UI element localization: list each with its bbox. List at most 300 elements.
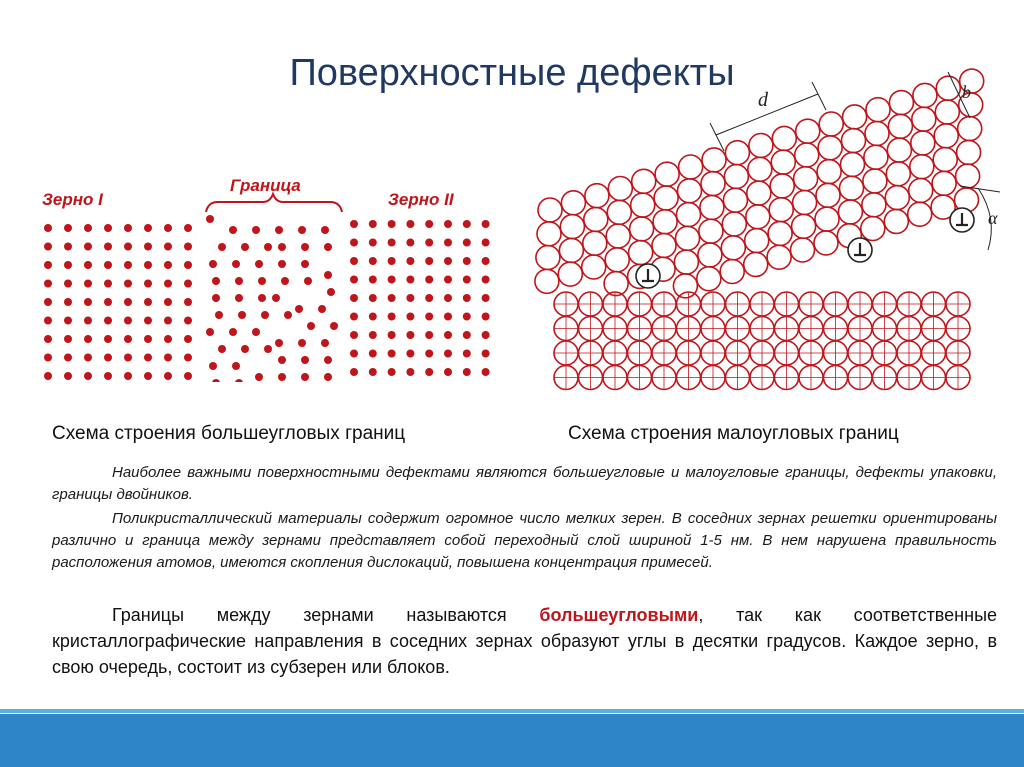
atom-dot bbox=[104, 354, 112, 362]
atom-dot bbox=[298, 226, 306, 234]
atom-dot bbox=[463, 313, 471, 321]
atom-dot bbox=[124, 354, 132, 362]
lattice-circle bbox=[653, 210, 677, 234]
atom-dot bbox=[164, 243, 172, 251]
atom-dot bbox=[444, 331, 452, 339]
atom-dot bbox=[463, 276, 471, 284]
atom-dot bbox=[264, 243, 272, 251]
paragraph-1-text: Наиболее важными поверхностными дефектами являются большеугловые и малоугловые границы, дефекты упаковки, границы двойников. bbox=[52, 464, 997, 503]
atom-dot bbox=[84, 224, 92, 232]
atom-dot bbox=[425, 313, 433, 321]
atom-dot bbox=[298, 339, 306, 347]
atom-dot bbox=[444, 350, 452, 358]
atom-dot bbox=[84, 335, 92, 343]
lattice-circle bbox=[583, 231, 607, 255]
lattice-circle bbox=[676, 226, 700, 250]
lattice-circle bbox=[744, 252, 768, 276]
atom-dot bbox=[425, 331, 433, 339]
lattice-circle bbox=[886, 162, 910, 186]
atom-dot bbox=[144, 298, 152, 306]
lattice-circle bbox=[842, 129, 866, 153]
lattice-circle bbox=[866, 98, 890, 122]
atom-dot bbox=[350, 368, 358, 376]
lattice-circle bbox=[606, 224, 630, 248]
lattice-circle bbox=[819, 112, 843, 136]
atom-dot bbox=[406, 350, 414, 358]
lattice-circle bbox=[558, 262, 582, 286]
atom-dot bbox=[218, 345, 226, 353]
atom-dot bbox=[324, 243, 332, 251]
atom-dot bbox=[164, 261, 172, 269]
atom-dot bbox=[44, 298, 52, 306]
atom-dot bbox=[425, 220, 433, 228]
atom-dot bbox=[388, 220, 396, 228]
atom-dot bbox=[255, 373, 263, 381]
atom-dot bbox=[425, 257, 433, 265]
atom-dot bbox=[144, 372, 152, 380]
atom-dot bbox=[44, 280, 52, 288]
atom-dot bbox=[321, 339, 329, 347]
lattice-circle bbox=[796, 119, 820, 143]
atom-dot bbox=[164, 224, 172, 232]
lattice-circle bbox=[582, 255, 606, 279]
atom-dot bbox=[369, 331, 377, 339]
atom-dot bbox=[327, 288, 335, 296]
lattice-circle bbox=[748, 157, 772, 181]
atom-dot bbox=[350, 257, 358, 265]
atom-dot bbox=[144, 243, 152, 251]
atom-dot bbox=[275, 226, 283, 234]
atom-dot bbox=[144, 354, 152, 362]
atom-dot bbox=[252, 226, 260, 234]
lattice-circle bbox=[818, 136, 842, 160]
atom-dot bbox=[215, 311, 223, 319]
atom-dot bbox=[369, 220, 377, 228]
lattice-circle bbox=[698, 243, 722, 267]
lattice-circle bbox=[816, 183, 840, 207]
lattice-circle bbox=[536, 246, 560, 270]
lattice-circle bbox=[815, 207, 839, 231]
atom-dot bbox=[164, 372, 172, 380]
lattice-circle bbox=[725, 141, 749, 165]
lattice-circle bbox=[793, 191, 817, 215]
lattice-circle bbox=[888, 114, 912, 138]
atom-dot bbox=[184, 372, 192, 380]
atom-dot bbox=[104, 280, 112, 288]
atom-dot bbox=[255, 260, 263, 268]
low-angle-boundary-figure bbox=[530, 68, 1010, 400]
lattice-circle bbox=[910, 155, 934, 179]
atom-dot bbox=[406, 331, 414, 339]
atom-dot bbox=[124, 243, 132, 251]
atom-dot bbox=[278, 373, 286, 381]
lattice-circle bbox=[538, 198, 562, 222]
atom-dot bbox=[229, 328, 237, 336]
atom-dot bbox=[444, 239, 452, 247]
label-d: d bbox=[758, 89, 768, 111]
lattice-circle bbox=[654, 186, 678, 210]
atom-dot bbox=[124, 261, 132, 269]
atom-dot bbox=[388, 294, 396, 302]
lattice-circle bbox=[679, 155, 703, 179]
atom-dot bbox=[425, 276, 433, 284]
lattice-circle bbox=[884, 209, 908, 233]
atom-dot bbox=[229, 226, 237, 234]
lattice-circle bbox=[700, 195, 724, 219]
lattice-circle bbox=[909, 179, 933, 203]
atom-dot bbox=[64, 298, 72, 306]
lattice-circle bbox=[958, 117, 982, 141]
atom-dot bbox=[144, 261, 152, 269]
lattice-circle bbox=[936, 76, 960, 100]
atom-dot bbox=[275, 339, 283, 347]
lattice-circle bbox=[795, 143, 819, 167]
atom-dot bbox=[44, 261, 52, 269]
lattice-circle bbox=[631, 193, 655, 217]
atom-dot bbox=[463, 294, 471, 302]
atom-dot bbox=[238, 311, 246, 319]
boundary-label: Граница bbox=[230, 176, 301, 195]
atom-dot bbox=[304, 277, 312, 285]
lattice-circle bbox=[560, 215, 584, 239]
atom-dot bbox=[369, 350, 377, 358]
atom-dot bbox=[124, 280, 132, 288]
atom-dot bbox=[84, 280, 92, 288]
atom-dot bbox=[241, 345, 249, 353]
lattice-circle bbox=[585, 184, 609, 208]
atom-dot bbox=[209, 260, 217, 268]
atom-dot bbox=[425, 368, 433, 376]
atom-dot bbox=[184, 354, 192, 362]
atom-dot bbox=[301, 373, 309, 381]
lattice-circle bbox=[632, 169, 656, 193]
lattice-circle bbox=[838, 200, 862, 224]
atom-dot bbox=[212, 379, 220, 382]
atom-dot bbox=[318, 305, 326, 313]
atom-dot bbox=[104, 224, 112, 232]
atom-dot bbox=[104, 298, 112, 306]
footer-accent-line bbox=[0, 709, 1024, 713]
lattice-circle bbox=[864, 145, 888, 169]
lattice-circle bbox=[629, 241, 653, 265]
lattice-circle bbox=[771, 150, 795, 174]
lattice-circle bbox=[865, 122, 889, 146]
atom-dot bbox=[482, 294, 490, 302]
atom-dot bbox=[463, 239, 471, 247]
atom-dot bbox=[463, 257, 471, 265]
atom-dot bbox=[84, 317, 92, 325]
atom-dot bbox=[212, 294, 220, 302]
lattice-circle bbox=[674, 250, 698, 274]
paragraph-3-start: Границы между зернами называются bbox=[112, 605, 540, 625]
atom-dot bbox=[44, 354, 52, 362]
lattice-circle bbox=[908, 202, 932, 226]
lattice-circle bbox=[843, 105, 867, 129]
lattice-circle bbox=[535, 269, 559, 293]
atom-dot bbox=[252, 328, 260, 336]
atom-dot bbox=[463, 350, 471, 358]
atom-dot bbox=[164, 354, 172, 362]
lattice-circle bbox=[934, 124, 958, 148]
atom-dot bbox=[284, 311, 292, 319]
atom-dot bbox=[235, 294, 243, 302]
atom-dot bbox=[84, 372, 92, 380]
atom-dot bbox=[184, 261, 192, 269]
paragraph-3-highlight: большеугловыми bbox=[539, 605, 699, 625]
atom-dot bbox=[406, 276, 414, 284]
atom-dot bbox=[64, 372, 72, 380]
lattice-circle bbox=[722, 212, 746, 236]
atom-dot bbox=[301, 260, 309, 268]
atom-dot bbox=[444, 368, 452, 376]
lattice-circle bbox=[840, 176, 864, 200]
lattice-circle bbox=[745, 229, 769, 253]
atom-dot bbox=[444, 220, 452, 228]
atom-dot bbox=[164, 298, 172, 306]
atom-dot bbox=[388, 368, 396, 376]
atom-dot bbox=[463, 331, 471, 339]
atom-dot bbox=[369, 257, 377, 265]
lattice-circle bbox=[932, 171, 956, 195]
atom-dot bbox=[64, 354, 72, 362]
lattice-circle bbox=[559, 238, 583, 262]
lattice-circle bbox=[678, 179, 702, 203]
atom-dot bbox=[301, 356, 309, 364]
lattice-circle bbox=[913, 83, 937, 107]
lattice-circle bbox=[957, 140, 981, 164]
atom-dot bbox=[232, 260, 240, 268]
atom-dot bbox=[425, 294, 433, 302]
atom-dot bbox=[350, 313, 358, 321]
grain-2-label: Зерно II bbox=[388, 190, 454, 209]
atom-dot bbox=[218, 243, 226, 251]
atom-dot bbox=[350, 294, 358, 302]
atom-dot bbox=[482, 239, 490, 247]
lattice-circle bbox=[814, 231, 838, 255]
lattice-circle bbox=[652, 234, 676, 258]
atom-dot bbox=[164, 317, 172, 325]
atom-dot bbox=[124, 335, 132, 343]
lattice-circle bbox=[655, 162, 679, 186]
atom-dot bbox=[406, 313, 414, 321]
atom-dot bbox=[44, 372, 52, 380]
caption-right: Схема строения малоугловых границ bbox=[568, 423, 899, 444]
atom-dot bbox=[406, 257, 414, 265]
atom-dot bbox=[64, 317, 72, 325]
atom-dot bbox=[206, 215, 214, 223]
atom-dot bbox=[463, 368, 471, 376]
atom-dot bbox=[64, 261, 72, 269]
atom-dot bbox=[104, 261, 112, 269]
lattice-circle bbox=[537, 222, 561, 246]
atom-dot bbox=[261, 311, 269, 319]
atom-dot bbox=[388, 350, 396, 358]
atom-dot bbox=[307, 322, 315, 330]
atom-dot bbox=[272, 294, 280, 302]
lattice-circle bbox=[701, 172, 725, 196]
lattice-circle bbox=[768, 221, 792, 245]
lattice-circle bbox=[935, 100, 959, 124]
atom-dot bbox=[482, 331, 490, 339]
atom-dot bbox=[425, 350, 433, 358]
atom-dot bbox=[258, 294, 266, 302]
lattice-circle bbox=[889, 91, 913, 115]
atom-dot bbox=[84, 261, 92, 269]
lattice-circle bbox=[747, 181, 771, 205]
footer-bar bbox=[0, 714, 1024, 767]
lattice-circle bbox=[699, 219, 723, 243]
paragraph-2-text: Поликристаллический материалы содержит огромное число мелких зерен. В соседних зернах решетки ориентированы различно и граница между зернами представляет собой переходный слой шириной 1-5 нм. В нем нарушена правильность расположения атомов, имеются скопления дислокаций, повышена концентрация примесей. bbox=[52, 510, 997, 571]
atom-dot bbox=[350, 239, 358, 247]
atom-dot bbox=[84, 243, 92, 251]
lattice-circle bbox=[746, 205, 770, 229]
lattice-circle bbox=[608, 177, 632, 201]
lattice-circle bbox=[702, 148, 726, 172]
lattice-circle bbox=[885, 186, 909, 210]
lattice-circle bbox=[607, 200, 631, 224]
atom-dot bbox=[184, 280, 192, 288]
atom-dot bbox=[350, 331, 358, 339]
lattice-circle bbox=[956, 164, 980, 188]
atom-dot bbox=[406, 294, 414, 302]
atom-dot bbox=[64, 335, 72, 343]
atom-dot bbox=[295, 305, 303, 313]
atom-dot bbox=[321, 226, 329, 234]
paragraph-3 bbox=[52, 602, 997, 680]
atom-dot bbox=[184, 224, 192, 232]
atom-dot bbox=[301, 243, 309, 251]
atom-dot bbox=[482, 276, 490, 284]
atom-dot bbox=[212, 277, 220, 285]
atom-dot bbox=[482, 257, 490, 265]
atom-dot bbox=[144, 280, 152, 288]
atom-dot bbox=[444, 294, 452, 302]
atom-dot bbox=[84, 298, 92, 306]
atom-dot bbox=[369, 276, 377, 284]
label-b: b bbox=[962, 82, 971, 102]
atom-dot bbox=[369, 368, 377, 376]
atom-dot bbox=[241, 243, 249, 251]
lattice-circle bbox=[912, 107, 936, 131]
atom-dot bbox=[278, 260, 286, 268]
atom-dot bbox=[184, 335, 192, 343]
lattice-circle bbox=[772, 126, 796, 150]
lattice-circle bbox=[791, 238, 815, 262]
atom-dot bbox=[44, 335, 52, 343]
atom-dot bbox=[44, 243, 52, 251]
atom-dot bbox=[124, 372, 132, 380]
page-title: Поверхностные дефекты bbox=[289, 52, 735, 94]
lattice-circle bbox=[767, 245, 791, 269]
atom-dot bbox=[44, 317, 52, 325]
atom-dot bbox=[64, 280, 72, 288]
atom-dot bbox=[406, 220, 414, 228]
atom-dot bbox=[425, 239, 433, 247]
lattice-circle bbox=[724, 165, 748, 189]
atom-dot bbox=[388, 276, 396, 284]
lattice-circle bbox=[863, 169, 887, 193]
lattice-circle bbox=[861, 217, 885, 241]
atom-dot bbox=[258, 277, 266, 285]
lattice-circle bbox=[841, 152, 865, 176]
lattice-circle bbox=[720, 260, 744, 284]
atom-dot bbox=[369, 239, 377, 247]
atom-dot bbox=[330, 322, 338, 330]
lattice-circle bbox=[911, 131, 935, 155]
atom-dot bbox=[324, 271, 332, 279]
atom-dot bbox=[388, 331, 396, 339]
grain-1-label: Зерно I bbox=[42, 190, 103, 209]
atom-dot bbox=[406, 239, 414, 247]
dimension-d bbox=[710, 82, 826, 151]
atom-dot bbox=[281, 277, 289, 285]
atom-dot bbox=[164, 335, 172, 343]
atom-dot bbox=[235, 277, 243, 285]
lattice-circle bbox=[933, 148, 957, 172]
atom-dot bbox=[164, 280, 172, 288]
atom-dot bbox=[388, 239, 396, 247]
atom-dot bbox=[350, 276, 358, 284]
atom-dot bbox=[184, 298, 192, 306]
label-alpha: α bbox=[988, 208, 998, 228]
paragraph-2 bbox=[52, 508, 997, 574]
atom-dot bbox=[144, 335, 152, 343]
high-angle-boundary-figure bbox=[38, 172, 508, 382]
atom-dot bbox=[64, 224, 72, 232]
atom-dot bbox=[482, 220, 490, 228]
lattice-circle bbox=[769, 198, 793, 222]
lattice-circle bbox=[605, 248, 629, 272]
atom-dot bbox=[324, 373, 332, 381]
atom-dot bbox=[44, 224, 52, 232]
atom-dot bbox=[209, 362, 217, 370]
lattice-circle bbox=[584, 207, 608, 231]
atom-dot bbox=[104, 372, 112, 380]
lattice-circle bbox=[697, 267, 721, 291]
paragraph-3-end: , так как соответственные кристаллографические направления в соседних зернах образуют углы в десятки градусов. Каждое зерно, в свою очередь, состоит из субзерен или блоков. bbox=[52, 605, 998, 677]
paragraph-1 bbox=[52, 462, 997, 506]
lattice-circle bbox=[792, 214, 816, 238]
atom-dot bbox=[388, 313, 396, 321]
atom-dot bbox=[124, 317, 132, 325]
atom-dot bbox=[144, 224, 152, 232]
atom-dot bbox=[278, 243, 286, 251]
atom-dot bbox=[235, 379, 243, 382]
atom-dot bbox=[444, 276, 452, 284]
lattice-circle bbox=[677, 203, 701, 227]
atom-dot bbox=[369, 294, 377, 302]
atom-dot bbox=[124, 224, 132, 232]
atom-dot bbox=[482, 368, 490, 376]
atom-dot bbox=[482, 313, 490, 321]
atom-dot bbox=[350, 220, 358, 228]
atom-dot bbox=[406, 368, 414, 376]
atom-dot bbox=[482, 350, 490, 358]
atom-dot bbox=[444, 313, 452, 321]
lattice-circle bbox=[673, 274, 697, 298]
atom-dot bbox=[124, 298, 132, 306]
atom-dot bbox=[84, 354, 92, 362]
atom-dot bbox=[64, 243, 72, 251]
atom-dot bbox=[104, 317, 112, 325]
caption-left: Схема строения большеугловых границ bbox=[52, 423, 406, 444]
atom-dot bbox=[278, 356, 286, 364]
circle-lattice-diagram bbox=[530, 68, 1010, 400]
atom-dot bbox=[444, 257, 452, 265]
lattice-circle bbox=[794, 167, 818, 191]
atom-dot bbox=[369, 313, 377, 321]
atom-dot bbox=[104, 243, 112, 251]
